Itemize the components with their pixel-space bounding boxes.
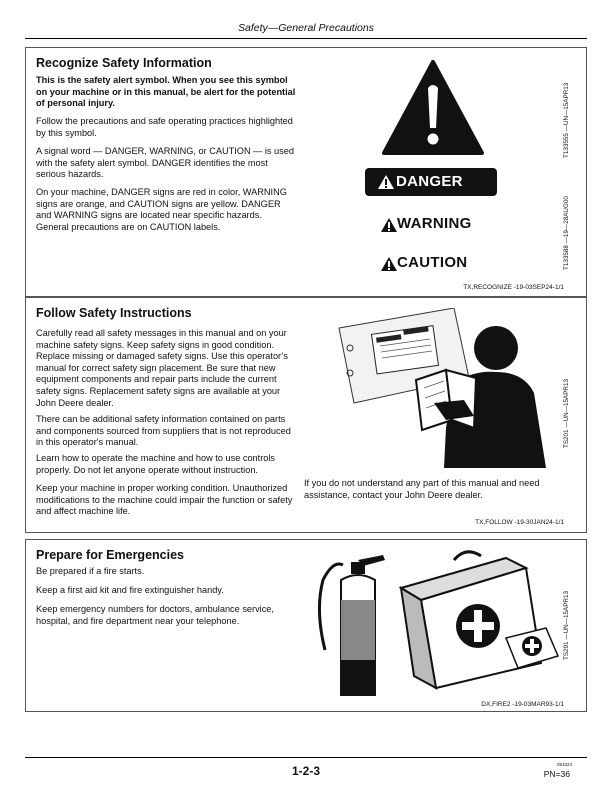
paragraph: If you do not understand any part of this manual and need assistance, contact your John Deere dealer. (304, 478, 540, 500)
page-pn: PN=36 (543, 769, 570, 779)
paragraph: On your machine, DANGER signs are red in color, WARNING signs are orange, and CAUTION signs are yellow. DANGER and WARNING signs are located near specific hazards. General precautions are on CAUTION labels. (36, 187, 287, 232)
image-code: TS291 —UN—15APR13 (563, 591, 570, 660)
paragraph: This is the safety alert symbol. When you see this symbol on your machine or in this manual, be alert for the potential of personal injury. (36, 75, 296, 109)
caution-label: CAUTION (397, 254, 468, 271)
section-code: TX,RECOGNIZE -19-03SEP24-1/1 (463, 284, 564, 291)
danger-label: DANGER (396, 173, 463, 190)
header-title: Safety—General Precautions (238, 22, 374, 34)
footer-rule (25, 757, 587, 758)
alert-triangle-icon (380, 217, 398, 233)
section-title: Follow Safety Instructions (36, 306, 192, 320)
section-follow (25, 297, 587, 533)
caution-sign (380, 253, 500, 275)
paragraph: Carefully read all safety messages in this manual and on your machine safety signs. Keep safety signs in good condition. Replace missing or damaged safety signs. Use this operator’s manual for correct safety sign placement. Be sure that new equipment components and repair parts include the current safety signs. Replacement safety signs are available at your John Deere dealer. (36, 328, 288, 408)
page-header (25, 18, 587, 39)
section-recognize (25, 47, 587, 297)
paragraph: Keep a first aid kit and fire extinguisher handy. (36, 585, 224, 595)
section-code: TX,FOLLOW -19-30JAN24-1/1 (475, 519, 564, 526)
section-code: DX,FIRE2 -19-03MAR93-1/1 (481, 701, 564, 708)
paragraph: A signal word — DANGER, WARNING, or CAUTION — is used with the safety alert symbol. DANGER identifies the most serious hazards. (36, 146, 294, 180)
alert-triangle-icon (377, 174, 395, 190)
safety-alert-symbol-icon (381, 58, 486, 158)
page-number: 1-2-3 (291, 764, 320, 778)
operator-reading-manual-icon (334, 308, 549, 468)
paragraph: Learn how to operate the machine and how to use controls properly. Do not let anyone operate without instruction. (36, 453, 276, 475)
section-title: Recognize Safety Information (36, 56, 212, 70)
alert-triangle-icon (380, 256, 398, 272)
warning-label: WARNING (397, 215, 472, 232)
paragraph: Keep your machine in proper working condition. Unauthorized modifications to the machine could impair the function or safety and affect machine life. (36, 483, 293, 517)
paragraph: There can be additional safety information contained on parts and components sourced from suppliers that is not reproduced in this operator's manual. (36, 414, 291, 448)
image-code: T133555 —UN—15APR13 (563, 82, 570, 158)
paragraph: Follow the precautions and safe operating practices highlighted by this symbol. (36, 116, 293, 138)
warning-sign (380, 214, 500, 236)
first-aid-kit-icon (386, 548, 561, 693)
image-code: TS201 —UN—15APR13 (563, 379, 570, 448)
image-code: T133588 —19—28AUG00 (563, 196, 570, 270)
footer-tiny-code: 091024 (556, 762, 572, 767)
paragraph: Keep emergency numbers for doctors, ambulance service, hospital, and fire department near your telephone. (36, 604, 274, 626)
danger-sign (365, 168, 497, 196)
section-title: Prepare for Emergencies (36, 548, 184, 562)
section-emergency (25, 539, 587, 712)
paragraph: Be prepared if a fire starts. (36, 566, 145, 576)
